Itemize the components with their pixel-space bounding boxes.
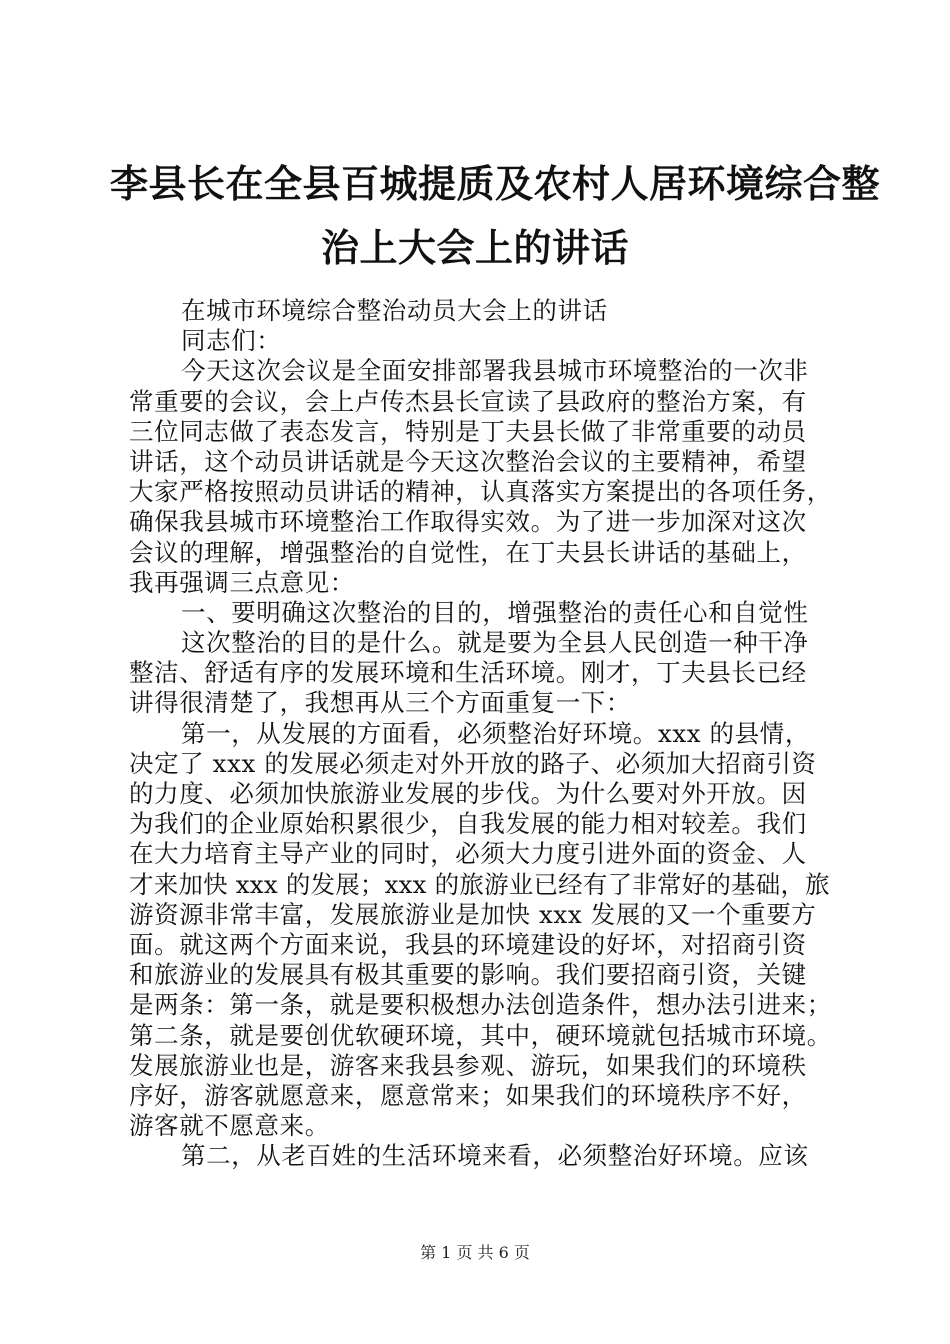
body-line: 会议的理解，增强整治的自觉性，在丁夫县长讲话的基础上， [129,537,807,567]
body-line: 发展旅游业也是，游客来我县参观、游玩，如果我们的环境秩 [129,1050,807,1080]
body-line: 常重要的会议，会上卢传杰县长宣读了县政府的整治方案，有 [129,386,807,416]
document-body [129,296,834,1171]
body-line: 大家严格按照动员讲话的精神，认真落实方案提出的各项任务， [129,477,832,507]
body-line: 游客就不愿意来。 [129,1111,330,1141]
body-line: 和旅游业的发展具有极其重要的影响。我们要招商引资，关键 [129,960,807,990]
body-line: 这次整治的目的是什么。就是要为全县人民创造一种干净 [181,628,809,658]
body-line: 一、要明确这次整治的目的，增强整治的责任心和自觉性 [181,597,809,627]
document-title-line-1: 李县长在全县百城提质及农村人居环境综合整 [110,161,881,206]
body-line: 今天这次会议是全面安排部署我县城市环境整治的一次非 [181,356,809,386]
body-line: 为我们的企业原始积累很少，自我发展的能力相对较差。我们 [129,809,807,839]
body-line: 第二，从老百姓的生活环境来看，必须整治好环境。应该 [181,1141,809,1171]
body-line: 三位同志做了表态发言，特别是丁夫县长做了非常重要的动员 [129,416,807,446]
body-line: 在城市环境综合整治动员大会上的讲话 [181,296,608,325]
body-line: 同志们： [181,326,282,356]
body-line: 决定了 xxx 的发展必须走对外开放的路子、必须加大招商引资 [129,748,817,778]
body-line: 的力度、必须加快旅游业发展的步伐。为什么要对外开放。因 [129,779,807,808]
page-footer: 第 1 页 共 6 页 [420,1243,530,1262]
body-line: 序好，游客就愿意来，愿意常来；如果我们的环境秩序不好， [129,1080,807,1110]
body-line: 在大力培育主导产业的同时，必须大力度引进外面的资金、人 [129,839,807,869]
body-line: 第二条，就是要创优软硬环境，其中，硬环境就包括城市环境。 [129,1020,832,1050]
body-line: 整洁、舒适有序的发展环境和生活环境。刚才，丁夫县长已经 [129,658,807,688]
body-line: 才来加快 xxx 的发展；xxx 的旅游业已经有了非常好的基础，旅 [129,869,830,899]
body-line: 确保我县城市环境整治工作取得实效。为了进一步加深对这次 [129,507,807,537]
body-line: 是两条：第一条，就是要积极想办法创造条件，想办法引进来； [129,990,832,1020]
body-line: 面。就这两个方面来说，我县的环境建设的好坏，对招商引资 [129,929,807,959]
body-line: 讲得很清楚了，我想再从三个方面重复一下： [129,688,631,718]
body-line: 我再强调三点意见： [129,567,355,597]
body-line: 第一，从发展的方面看，必须整治好环境。xxx 的县情， [181,718,810,748]
body-line: 讲话，这个动员讲话就是今天这次整治会议的主要精神，希望 [129,446,807,476]
body-line: 游资源非常丰富，发展旅游业是加快 xxx 发展的又一个重要方 [129,899,817,929]
document-title-line-2: 治上大会上的讲话 [320,225,629,270]
